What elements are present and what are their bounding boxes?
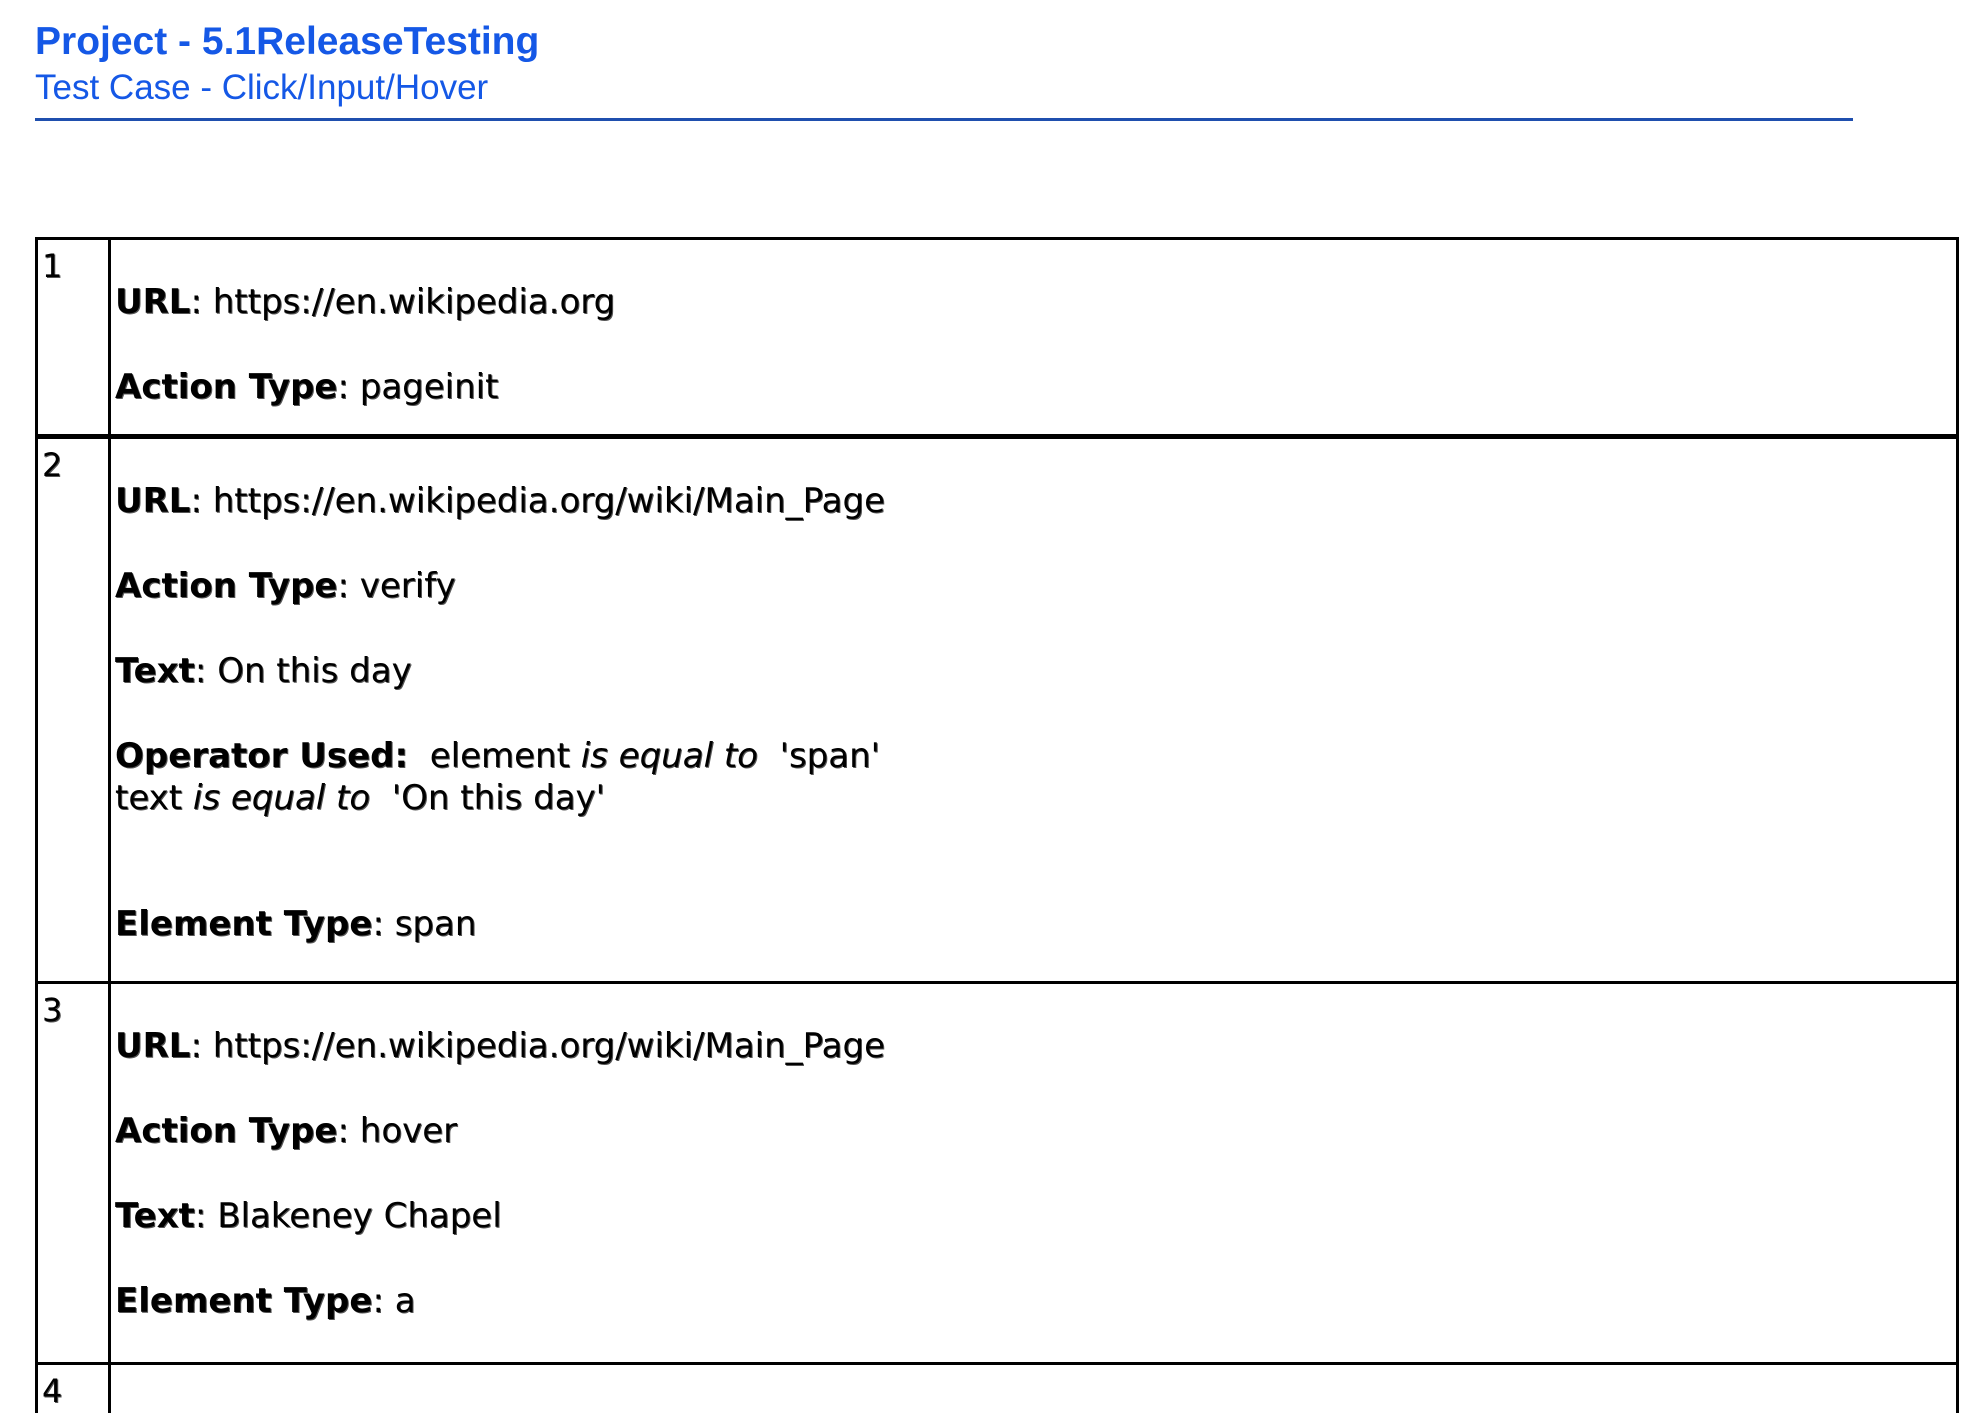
text-value: On this day: [217, 651, 412, 691]
step-number: 4: [37, 1364, 110, 1414]
url-value: https://en.wikipedia.org: [212, 282, 616, 322]
url-field: URL: https://en.wikipedia.org/wiki/Main_Page: [115, 1026, 885, 1066]
element-type-value: a: [394, 1281, 416, 1321]
element-type-label: Element Type: [115, 1281, 373, 1321]
action-type-field: Action Type: hover: [115, 1111, 458, 1151]
action-type-label: Action Type: [115, 367, 338, 407]
action-type-label: Action Type: [115, 1111, 338, 1151]
text-field: Text: Blakeney Chapel: [115, 1196, 502, 1236]
table-row: [37, 1364, 1958, 1414]
table-row: [37, 239, 1958, 437]
text-field: Text: On this day: [115, 651, 412, 691]
action-type-field: Action Type: pageinit: [115, 367, 499, 407]
element-type-field: Element Type: a: [115, 1281, 416, 1321]
test-case-title: Test Case - Click/Input/Hover: [35, 68, 489, 107]
operator-used-label: Operator Used:: [115, 736, 409, 776]
operator-condition: text is equal to 'On this day': [115, 778, 605, 818]
action-type-value: verify: [359, 566, 456, 606]
step-details: [110, 1364, 1958, 1414]
step-number: 2: [37, 437, 110, 983]
url-value: https://en.wikipedia.org/wiki/Main_Page: [212, 1026, 885, 1066]
action-type-label: Action Type: [115, 566, 338, 606]
table-row: [37, 983, 1958, 1364]
url-label: URL: [115, 1026, 191, 1066]
document-header: [35, 18, 1853, 110]
header-divider: [35, 118, 1853, 121]
element-type-label: Element Type: [115, 904, 373, 944]
text-value: Blakeney Chapel: [217, 1196, 502, 1236]
url-label: URL: [115, 282, 191, 322]
url-value: https://en.wikipedia.org/wiki/Main_Page: [212, 481, 885, 521]
action-type-value: hover: [359, 1111, 458, 1151]
action-type-field: Action Type: verify: [115, 566, 456, 606]
step-number: 1: [37, 239, 110, 437]
step-details: [110, 983, 1958, 1364]
table-row: [37, 437, 1958, 983]
url-field: URL: https://en.wikipedia.org/wiki/Main_Page: [115, 481, 885, 521]
project-title: Project - 5.1ReleaseTesting: [35, 20, 540, 63]
operator-used-field: Operator Used: element is equal to 'span': [115, 736, 880, 776]
text-label: Text: [115, 1196, 195, 1236]
step-details: [110, 239, 1958, 437]
url-label: URL: [115, 481, 191, 521]
test-steps-table: [35, 237, 1959, 1413]
step-number: 3: [37, 983, 110, 1364]
text-label: Text: [115, 651, 195, 691]
element-type-value: span: [394, 904, 477, 944]
url-field: URL: https://en.wikipedia.org: [115, 282, 616, 322]
step-details: [110, 437, 1958, 983]
element-type-field: Element Type: span: [115, 904, 477, 944]
action-type-value: pageinit: [359, 367, 499, 407]
